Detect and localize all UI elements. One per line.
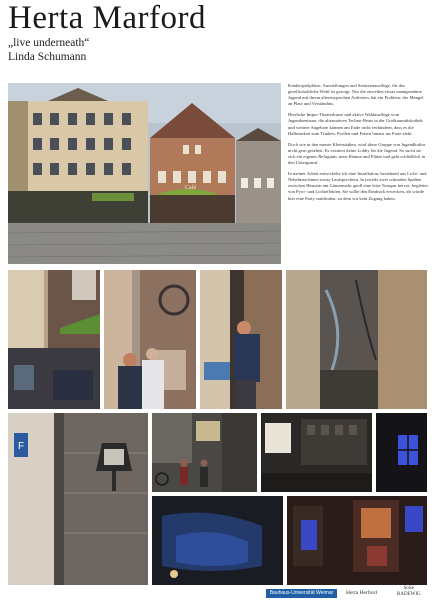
university-logo: Bauhaus-Universität Weimar: [266, 589, 337, 598]
photo-alley-green-awning: [8, 270, 100, 409]
photo-night-windows: [287, 496, 427, 585]
footer-mark-line1: SoSe: [403, 586, 414, 591]
page-title: Herta Marford: [8, 0, 206, 36]
paragraph: Herrliche Impro-Theaterkurse und aktive Waldausflüge vom Jugendzentrum, die alternativen Techno-Beats in der Großraumdiskothek und weitere Angebote können am Ende nicht verhindern, dass es die Halbstarken zum Trinken, Prollen und Feiern hinaus ins Freie zieht.: [288, 112, 423, 136]
photo-narrow-gap-cables: [286, 270, 427, 409]
cafe-sign: Café: [185, 185, 197, 191]
footer-mark-line2: RADEWIG: [397, 592, 421, 597]
photo-blue-fog-gap: [152, 496, 283, 585]
photo-street-lamp: [8, 413, 148, 585]
svg-text:F: F: [18, 441, 25, 452]
photo-night-facade: [261, 413, 372, 492]
footer-mark: [397, 586, 421, 598]
paragraph: Doch wie in den meiste Kleinstädten, wird diese Gruppe von Jugendkultur nicht gern gesehen. Es existiert keine Lobby für die Jugend. So sucht sie sich ein eigenes Refugium, neue Räume und Plätze und geht schließlich in den Untergrund.: [288, 141, 426, 166]
paragraph: In meiner Arbeit entwickelte ich eine Installation, bestehend aus Licht- und Nebelmaschinen sowie Lautsprechern. In jeweils zwei schmalen Spalten zwischen Häusern am Gänsemarkt quoll eine leise Tonspur hervor, begleitet von Pyro- und Lichteffekten. Sie sollte den Eindruck erwecken, als würde hier eine Party stattfinden, zu dem wir kein Zugang haben.: [288, 171, 428, 201]
main-photo-town-square: [8, 83, 281, 264]
photo-night-street: [152, 413, 257, 492]
author-name: Linda Schumann: [8, 51, 87, 63]
photo-blue-window: [376, 413, 427, 492]
photo-person-in-gap: [200, 270, 282, 409]
work-subtitle: „live underneath“: [8, 37, 90, 49]
text-column: [288, 83, 428, 207]
paragraph: Kinderspielplätze, Ausstellungen und Seniorenausflüge, für das gesellschaftliche Wohl ist gesorgt. Nur die zuweilen etwas unangenehme Jugend mit ihrem altersttypischen Auftreten, hat ein Problem: der Mangel an Platz und Verständnis.: [288, 83, 424, 107]
photo-two-people-wall: [104, 270, 196, 409]
footer-name: Herta Herford: [346, 590, 377, 596]
